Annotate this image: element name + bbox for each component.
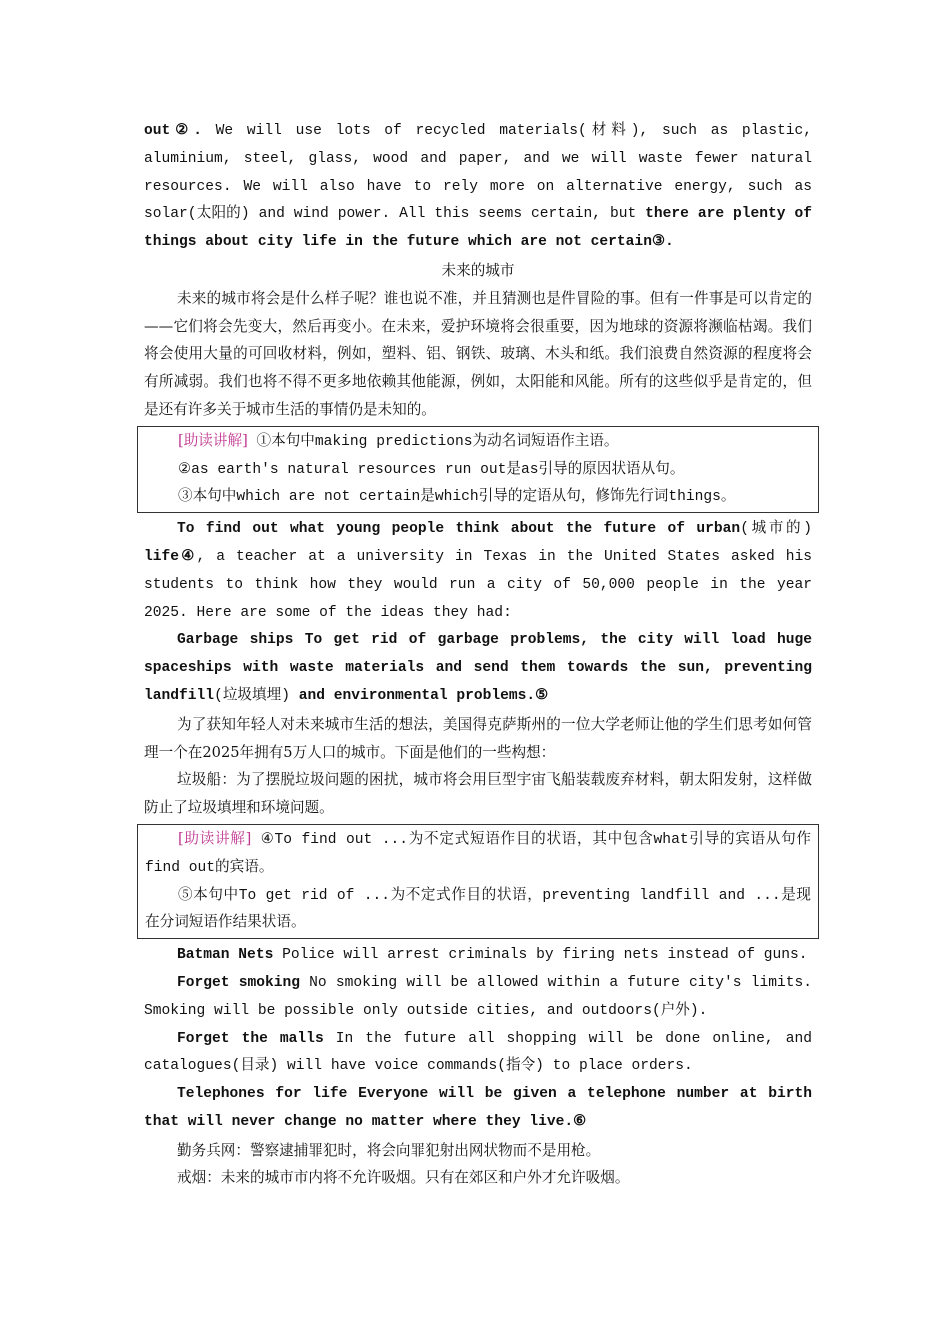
note-text: ④To find out ...为不定式短语作目的状语，其中包含what引导的宾语从句作find out的宾语。 (145, 831, 811, 876)
bold-text: Garbage ships To get rid of garbage problems, the city will load huge spaceships with waste materials and send them towards the sun, preventing landfill (144, 632, 812, 704)
english-paragraph-7 (144, 1081, 812, 1137)
chinese-paragraph-2: 为了获知年轻人对未来城市生活的想法，美国得克萨斯州的一位大学老师让他的学生们思考如何管理一个在2025年拥有5万人口的城市。下面是他们的一些构想： (144, 715, 812, 761)
english-paragraph-3 (144, 627, 812, 710)
chinese-paragraph-1: 未来的城市将会是什么样子呢？谁也说不准，并且猜测也是件冒险的事。但有一件事是可以肯定的——它们将会先变大，然后再变小。在未来，爱护环境将会很重要，因为地球的资源将濒临枯竭。我们将会使用大量的可回收材料，例如，塑料、铝、钢铁、玻璃、木头和纸。我们浪费自然资源的程度将会有所减弱。我们也将不得不更多地依赖其他能源，例如，太阳能和风能。所有的这些似乎是肯定的，但是还有许多关于城市生活的事情仍是未知的。 (144, 289, 812, 418)
note-line-1 (145, 427, 811, 457)
chinese-paragraph-3: 垃圾船：为了摆脱垃圾问题的困扰，城市将会用巨型宇宙飞船装载废弃材料，朝太阳发射，这样做防止了垃圾填埋和环境问题。 (144, 771, 812, 817)
note-line-2: ②as earth's natural resources run out是as引导的原因状语从句。 (178, 461, 685, 478)
note-tag: [助读讲解] (178, 829, 252, 847)
document-page (144, 118, 812, 1192)
bold-text: there are plenty of things about city life in the future which are not certain③. (144, 206, 812, 251)
note-line-3: ③本句中which are not certain是which引导的定语从句，修饰先行词things。 (178, 489, 736, 506)
body-text: (城市的) (740, 521, 813, 538)
english-paragraph-6 (144, 1026, 812, 1082)
bold-text: and environmental problems.⑤ (298, 687, 549, 704)
body-text: , a teacher at a university in Texas in the United States asked his students to think how they would run a city of 50,000 people in the year 2025. Here are some of the ideas they had: (144, 548, 812, 621)
section-title: 未来的城市 (441, 261, 515, 279)
bold-text: Forget the malls (177, 1030, 324, 1047)
bold-text: out②. (144, 123, 202, 139)
note-tag: [助读讲解] (178, 431, 248, 449)
body-text: We will use lots of recycled materials(材料), such as plastic, aluminium, steel, glass, wood and paper, and we will waste fewer natural resources. We will also have to rely more on alternative energy, such as solar(太阳的) and wind power. All this seems certain, but (144, 123, 812, 223)
bold-text: Forget smoking (177, 974, 301, 991)
body-text: No smoking will be allowed within a future city's limits. Smoking will be possible only outside cities, and outdoors(户外). (144, 974, 812, 1019)
chinese-paragraph-5: 戒烟：未来的城市市内将不允许吸烟。只有在郊区和户外才允许吸烟。 (177, 1169, 630, 1187)
body-text: (垃圾填埋) (214, 687, 299, 704)
bold-text: life④ (144, 548, 197, 565)
body-text: In the future all shopping will be done online, and catalogues(目录) will have voice commands(指令) to place orders. (144, 1030, 812, 1075)
english-paragraph-4 (144, 942, 812, 970)
body-text: Police will arrest criminals by firing nets instead of guns. (273, 947, 808, 964)
bold-text: To find out what young people think about the future of urban (177, 521, 741, 538)
bold-text: Batman Nets (177, 947, 274, 964)
reading-note-box-2 (137, 824, 819, 939)
note-line-1 (145, 825, 811, 883)
english-paragraph-2 (144, 516, 812, 627)
bold-text: Telephones for life Everyone will be given a telephone number at birth that will never change no matter where they live.⑥ (144, 1086, 812, 1130)
english-paragraph-1 (144, 118, 812, 257)
english-paragraph-5 (144, 970, 812, 1026)
reading-note-box-1 (137, 426, 819, 513)
chinese-paragraph-4: 勤务兵网：警察逮捕罪犯时，将会向罪犯射出网状物而不是用枪。 (177, 1141, 601, 1159)
note-line-2: ⑤本句中To get rid of ...为不定式作目的状语，preventing landfill and ...是现在分词短语作结果状语。 (145, 887, 811, 932)
note-text: ①本句中making predictions为动名词短语作主语。 (247, 433, 619, 450)
